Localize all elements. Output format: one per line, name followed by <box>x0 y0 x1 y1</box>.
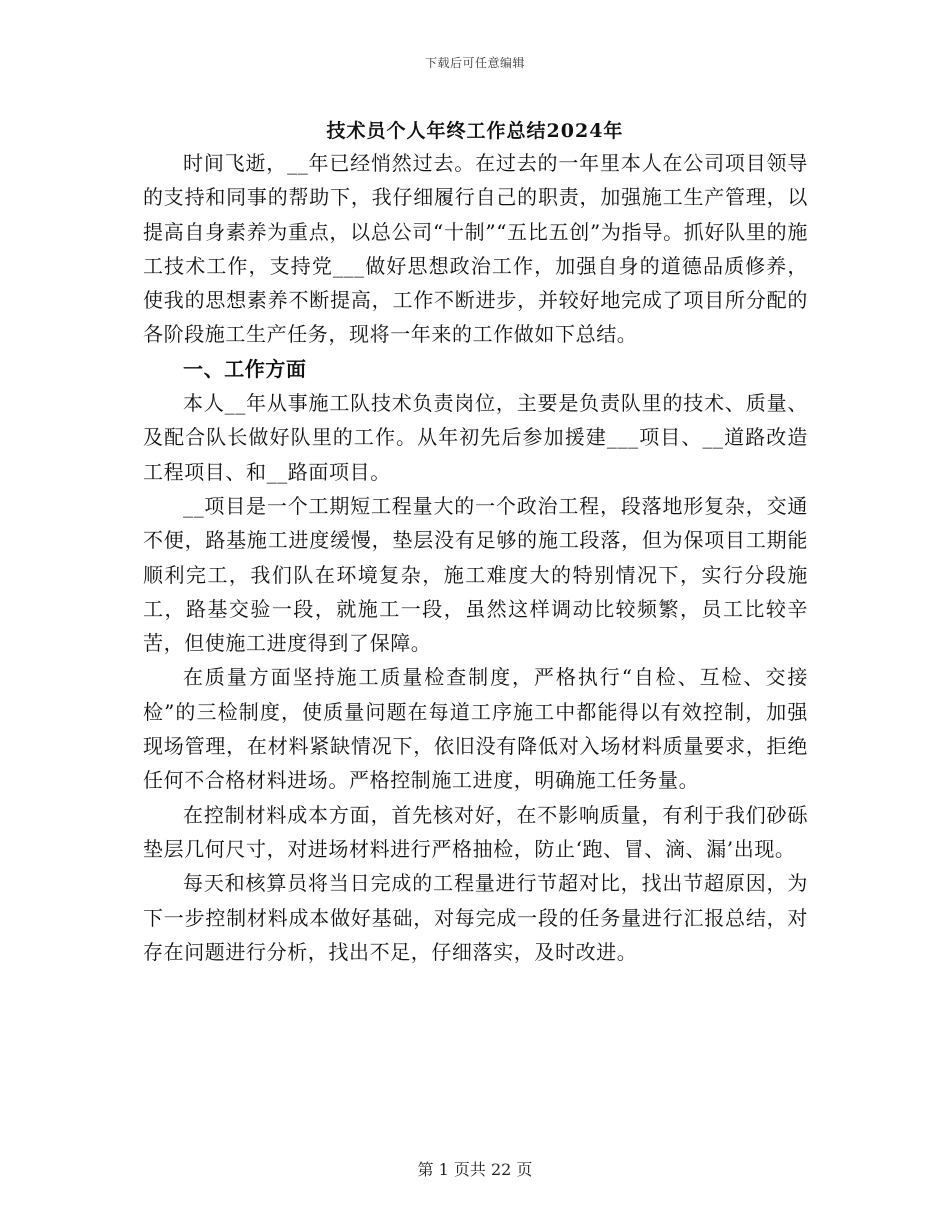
body-paragraph: 每天和核算员将当日完成的工程量进行节超对比，找出节超原因，为下一步控制材料成本做好基础，对每完成一段的任务量进行汇报总结，对存在问题进行分析，找出不足，仔细落实，及时改进。 <box>143 871 808 964</box>
body-paragraph: 在质量方面坚持施工质量检查制度，严格执行“自检、互检、交接检”的三检制度，使质量问题在每道工序施工中都能得以有效控制，加强现场管理，在材料紧缺情况下，依旧没有降低对入场材料质量要求，拒绝任何不合格材料进场。严格控制施工进度，明确施工任务量。 <box>143 665 808 793</box>
intro-paragraph: 时间飞逝，__年已经悄然过去。在过去的一年里本人在公司项目领导的支持和同事的帮助下，我仔细履行自己的职责，加强施工生产管理，以提高自身素养为重点，以总公司“十制”“五比五创”为指导。抓好队里的施工技术工作，支持党___做好思想政治工作，加强自身的道德品质修养，使我的思想素养不断提高，工作不断进步，并较好地完成了项目所分配的各阶段施工生产任务，现将一年来的工作做如下总结。 <box>143 151 808 347</box>
document-body <box>143 146 808 969</box>
body-paragraph: 在控制材料成本方面，首先核对好，在不影响质量，有利于我们砂砾垫层几何尺寸，对进场材料进行严格抽检，防止‘跑、冒、滴、漏’出现。 <box>143 802 808 861</box>
section-heading-work: 一、工作方面 <box>183 356 307 381</box>
document-title: 技术员个人年终工作总结2024年 <box>326 120 624 142</box>
download-note: 下载后可任意编辑 <box>424 56 525 70</box>
page-number: 第 1 页共 22 页 <box>417 1160 533 1179</box>
body-paragraph: __项目是一个工期短工程量大的一个政治工程，段落地形复杂，交通不便，路基施工进度缓慢，垫层没有足够的施工段落，但为保项目工期能顺利完工，我们队在环境复杂，施工难度大的特别情况下，实行分段施工，路基交验一段，就施工一段，虽然这样调动比较频繁，员工比较辛苦，但使施工进度得到了保障。 <box>143 493 808 656</box>
body-paragraph: 本人__年从事施工队技术负责岗位，主要是负责队里的技术、质量、及配合队长做好队里的工作。从年初先后参加援建___项目、__道路改造工程项目、和__路面项目。 <box>143 391 808 484</box>
